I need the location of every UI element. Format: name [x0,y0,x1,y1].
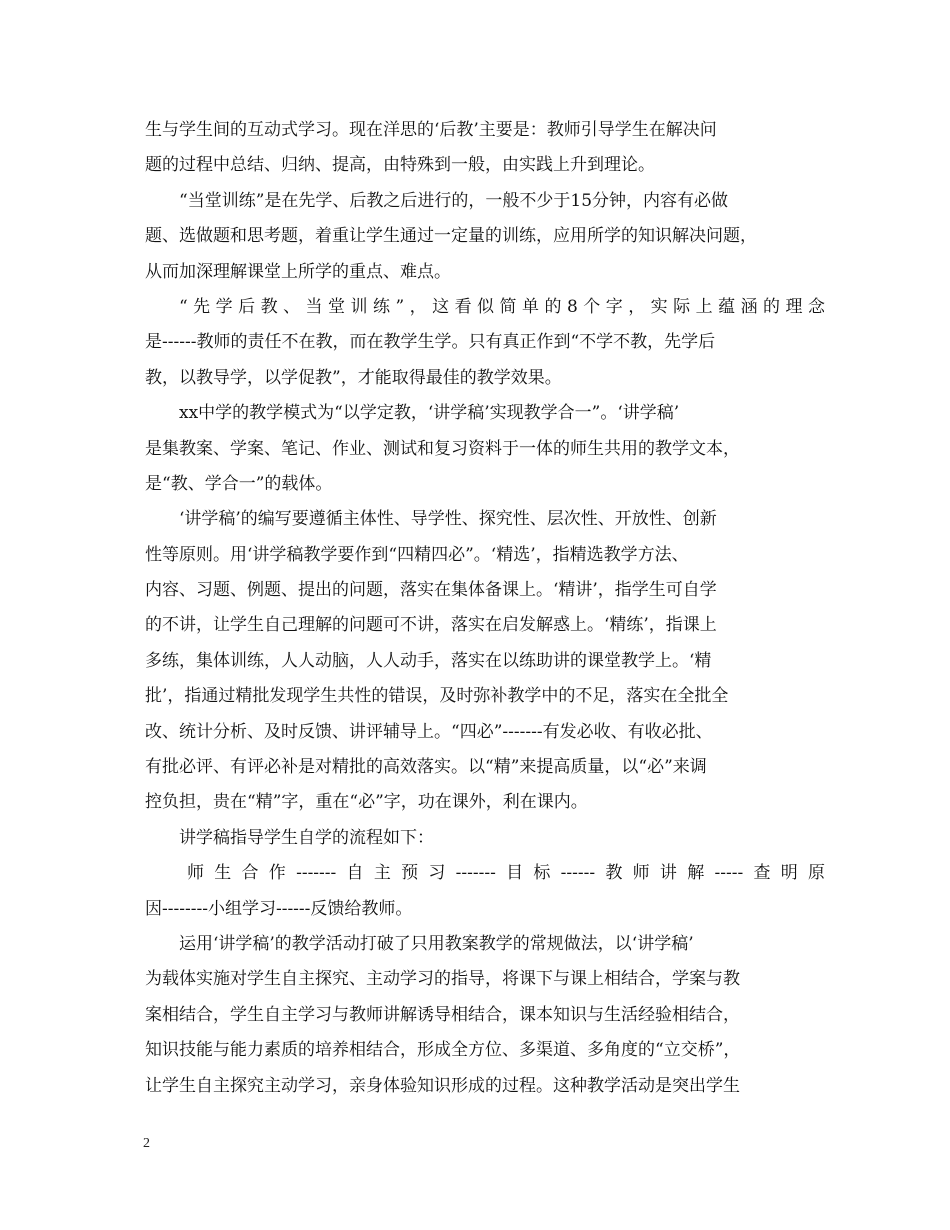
text-line: xx中学的教学模式为“以学定教，‘讲学稿’实现教学合一”。‘讲学稿’ [179,403,680,424]
text-line: ‘讲学稿’的编写要遵循主体性、导学性、探究性、层次性、开放性、创新 [179,509,717,530]
text-line: 为载体实施对学生自主探究、主动学习的指导，将课下与课上相结合，学案与教 [145,969,740,990]
text-line: 是“教、学合一”的载体。 [145,473,333,494]
text-line: “当堂训练”是在先学、后教之后进行的，一般不少于15分钟，内容有必做 [179,190,729,211]
page-number: 2 [143,1136,150,1151]
text-line: 是集教案、学案、笔记、作业、测试和复习资料于一体的师生共用的教学文本， [145,438,740,459]
text-line: 生与学生间的互动式学习。现在洋思的‘后教’主要是：教师引导学生在解决问 [145,120,717,140]
text-line: 内容、习题、例题、提出的问题，落实在集体备课上。‘精讲’，指学生可自学 [145,580,717,601]
text-line: 教，以教导学，以学促教”，才能取得最佳的教学效果。 [145,367,562,388]
text-line: 改、统计分析、及时反馈、讲评辅导上。“四必”-------有发必收、有收必批、 [145,721,713,742]
text-line: 控负担，贵在“精”字，重在“必”字，功在课外，利在课内。 [145,792,588,813]
text-line: 从而加深理解课堂上所学的重点、难点。 [145,261,451,282]
text-line: 案相结合，学生自主学习与教师讲解诱导相结合，课本知识与生活经验相结合， [145,1004,740,1025]
text-line: 多练，集体训练，人人动脑，人人动手，落实在以练助讲的课堂教学上。‘精 [145,650,712,671]
text-line: 让学生自主探究主动学习，亲身体验知识形成的过程。这种教学活动是突出学生 [145,1075,740,1096]
text-line: 批’，指通过精批发现学生共性的错误，及时弥补教学中的不足，落实在全批全 [145,686,729,707]
text-line: 是------教师的责任不在教，而在教学生学。只有真正作到“不学不教，先学后 [145,332,716,353]
text-line: 讲学稿指导学生自学的流程如下： [179,827,434,848]
text-line: 运用‘讲学稿’的教学活动打破了只用教案教学的常规做法，以‘讲学稿’ [179,933,694,954]
text-line: 因--------小组学习------反馈给教师。 [145,898,413,919]
text-line: 题、选做题和思考题，着重让学生通过一定量的训练，应用所学的知识解决问题， [145,226,757,247]
text-line: 性等原则。用‘讲学稿教学要作到“四精四必”。‘精选’，指精选教学方法、 [145,544,689,565]
text-line: 有批必评、有评必补是对精批的高效落实。以“精”来提高质量，以“必”来调 [145,757,707,778]
body-text [145,113,825,1104]
text-line: 师生合作-------自主预习-------目标------教师讲解-----查明原 [187,863,825,884]
text-line: 知识技能与能力素质的培养相结合，形成全方位、多渠道、多角度的“立交桥”， [145,1040,741,1061]
text-line: 的不讲，让学生自己理解的问题可不讲，落实在启发解惑上。‘精练’，指课上 [145,615,717,636]
text-line: 题的过程中总结、归纳、提高，由特殊到一般，由实践上升到理论。 [145,155,655,176]
text-line: “先学后教、当堂训练”，这看似简单的8个字，实际上蕴涵的理念 [179,296,825,317]
